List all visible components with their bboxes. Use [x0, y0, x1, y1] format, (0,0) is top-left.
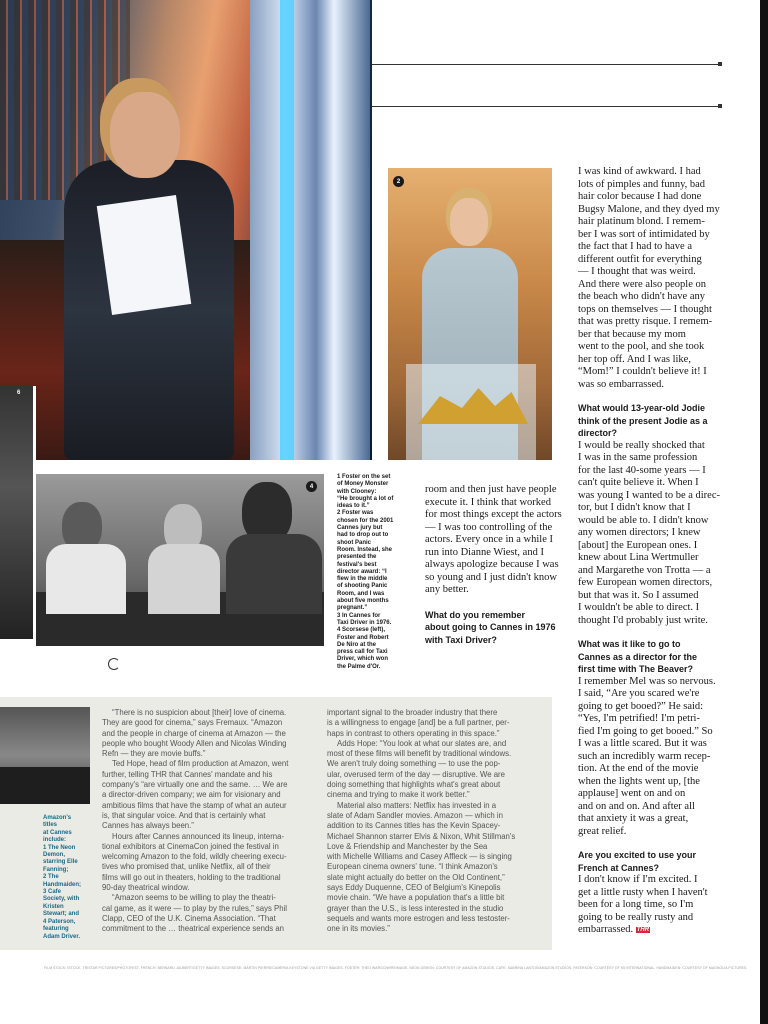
text-line: says Eddy Duquenne, CEO of Belgium's Kinepolis [327, 883, 501, 893]
caption-line: include: [43, 837, 67, 844]
text-line: and on and on. And after all [578, 800, 695, 812]
question [578, 849, 728, 874]
text-line: embarrassed. [578, 924, 634, 935]
photo-number-label: 6 [17, 390, 21, 396]
caption-line: starring Elle [43, 859, 78, 866]
text-line: tor, but I didn't know that I [578, 502, 691, 513]
question-line: Cannes as a director for the [578, 651, 698, 662]
caption-line: featuring [43, 926, 69, 933]
question-line: first time with The Beaver? [578, 664, 694, 674]
text-line: sequels and wants more estrogen and less testoster- [327, 913, 510, 923]
text-line: few European women directors, [578, 577, 713, 588]
text-line: welcoming Amazon to the fold, wildly cheering execu- [102, 852, 287, 862]
caption-line: director award: “I [337, 568, 387, 575]
caption-line: flew in the middle [337, 576, 388, 583]
text-line: is a willingness to engage [and] be a full partner, per- [327, 718, 510, 728]
caption-line: 4 Paterson, [43, 918, 76, 925]
text-line: thought I'd probably just write. [578, 614, 708, 626]
text-line: Michael Shannon starrer Elvis & Nixon, Whit Stillman's [327, 831, 516, 841]
question-line: about going to Cannes in 1976 [425, 622, 556, 632]
caption-line: presented the [337, 554, 377, 561]
figure-head [450, 198, 488, 246]
text-line: doing something that highlights what's great about [327, 780, 501, 790]
text-line: And there were also people on [578, 278, 706, 290]
caption-line: about five months [337, 598, 389, 605]
text-line: any women directors; I knew [578, 527, 701, 538]
text-line: and Margarethe von Trotta — a [578, 564, 711, 576]
caption-line: 2 The [43, 874, 59, 881]
text-line: I remember Mel was so nervous. [578, 675, 716, 687]
text-line: so young and I just didn't know [425, 571, 557, 583]
text-line: They are good for cinema,” says Fremaux. “Amazon [102, 718, 283, 728]
text-line: knew about Lina Wertmuller [578, 552, 699, 563]
text-line: We aren't truly doing something — to use the pop- [327, 759, 501, 769]
caption-line: Handmaiden; [43, 881, 82, 888]
caption-line: chosen for the 2001 [337, 517, 394, 524]
text-line: ambitious films that have the stamp of what an auteur [102, 800, 287, 810]
caption-line: 4 Scorsese (left), [337, 627, 386, 634]
text-line: a director-driven company; we aim for visionary and [102, 790, 281, 800]
text-line: — I thought that was weird. [578, 266, 696, 277]
light-stripe [280, 0, 294, 460]
photo-shadow [0, 767, 90, 804]
caption-line: press call for Taxi [337, 649, 388, 656]
text-line: ber I was sort of intimidated by [578, 228, 710, 240]
caption-line: 2 Foster was [337, 510, 374, 517]
question [578, 638, 728, 676]
text-line: I would be really shocked that [578, 439, 705, 451]
text-line: people who bought Woody Allen and Nicolas Winding [102, 738, 287, 748]
caption-line: Foster and Robert [337, 634, 389, 641]
text-line: can't quite believe it. When I [578, 477, 699, 488]
text-line: European cinema owners' tune. “I think Amazon's [327, 862, 498, 872]
text-line: grayer than the U.S., is less interested in the studio [327, 903, 504, 913]
text-line: Material also matters: Netflix has invested in a [337, 800, 497, 810]
caption-line: 3 Cafe [43, 889, 62, 896]
text-line: cal game, as it were — to play by the rules,” says Phil [102, 903, 288, 913]
caption-line: 3 In Cannes for [337, 612, 381, 619]
text-line: been for a long time, so I'm [578, 899, 694, 910]
text-line: was so embarrassed. [578, 378, 665, 390]
text-line: for the last 40-some years — I [578, 464, 706, 476]
photo-captions [337, 474, 427, 671]
question-line: What was it like to go to [578, 639, 681, 649]
sidebar-column-1 [102, 708, 318, 935]
middle-column-text [425, 484, 570, 646]
question-line: What do you remember [425, 609, 526, 620]
caption-line: Adam Driver. [43, 933, 81, 940]
text-line: Hours after Cannes announced its lineup, interna- [112, 831, 285, 841]
text-line: tops on themselves — I thought [578, 303, 712, 315]
photo-taxi-driver-sliver [0, 386, 36, 639]
sidebar-caption [43, 815, 98, 941]
text-line: Bugsy Malone, and they dyed my [578, 203, 720, 215]
caption-line: Stewart; and [43, 911, 80, 918]
caption-line: at Cannes [43, 829, 72, 836]
right-column-text [578, 166, 728, 937]
photo-amazon-title [0, 707, 90, 804]
text-line: going to get booed?” He said: [578, 700, 704, 712]
answer [578, 874, 728, 937]
text-line: Love & Friendship and Manchester by the Sea [327, 841, 488, 851]
caption-line: titles [43, 822, 58, 829]
text-line: films will go out in theaters, holding to the traditional [102, 872, 281, 882]
text-line: hair color because I had done [578, 191, 702, 202]
text-line: any better. [425, 584, 469, 595]
light-panel [250, 0, 370, 460]
text-line: was young I wanted to be a direc- [578, 489, 720, 501]
caption-line: De Niro at the [337, 641, 377, 648]
text-line: movie chain. “We have a population that's a little bit [327, 893, 505, 903]
sidebar-column-2 [327, 708, 545, 935]
photo-number-badge: 2 [393, 176, 404, 187]
text-line: most of these films will benefit by traditional windows. [327, 749, 512, 759]
answer [578, 676, 728, 839]
text-line: for most things except the actors [425, 509, 562, 520]
text-line: going to be really rusty and [578, 911, 694, 923]
text-line: cinema and trying to make it work better.” [327, 790, 470, 800]
text-line: ber that because my mom [578, 328, 686, 340]
question-line: Are you excited to use your [578, 850, 697, 860]
caption-line: Room. Instead, she [337, 546, 393, 553]
caption-line: Fanning; [43, 866, 69, 873]
page-gutter-edge [760, 0, 768, 1024]
text-line: is, that singular voice. And that is certainly what [102, 810, 266, 820]
caption-line: Taxi Driver in 1976. [337, 619, 392, 626]
question-line: with Taxi Driver? [425, 634, 497, 645]
text-line: tives who promised that, unlike Netflix, all of their [102, 862, 271, 872]
film-curl-ornament [108, 658, 120, 670]
text-line: Cannes has always been.” [102, 821, 194, 831]
text-line: I was in the same profession [578, 452, 698, 463]
decorative-rule [372, 64, 718, 65]
caption-line: Cannes jury but [337, 525, 383, 532]
caption-line: pregnant.” [337, 605, 368, 612]
caption-line: “He brought a lot of [337, 495, 394, 502]
question-line: think of the present Jodie as a [578, 415, 708, 426]
text-line: tion. At the end of the movie [578, 763, 699, 774]
text-line: “Mom!” I couldn't believe it! I [578, 366, 707, 377]
text-line: addition to its Cannes titles has the Kevin Spacey- [327, 821, 501, 831]
text-line-last [578, 924, 728, 937]
figure-shirt [226, 534, 322, 614]
caption-line: shoot Panic [337, 539, 372, 546]
text-line: run into Dianne Wiest, and I [425, 546, 544, 558]
text-line: further, telling THR that Cannes' mandate and his [102, 769, 273, 779]
text-line: such an incredibly warm recep- [578, 750, 711, 762]
text-line: actors. Every once in a while I [425, 534, 553, 545]
text-line: Ted Hope, head of film production at Amazon, went [112, 759, 289, 769]
caption-line: Driver, which won [337, 656, 389, 663]
text-line: company's “are virtually one and the same. … We are [102, 780, 288, 790]
text-line: slate of Adam Sandler movies. Amazon — which in [327, 810, 503, 820]
text-line: hair platinum blond. I remem- [578, 216, 705, 227]
text-line: “There is no suspicion about [their] love of cinema. [112, 708, 287, 717]
text-line: went to the pool, and she took [578, 341, 705, 352]
photo-scorsese-foster-deniro [36, 474, 324, 646]
text-line: important signal to the broader industry that there [327, 708, 498, 717]
question-line: What would 13-year-old Jodie [578, 403, 706, 413]
caption-line: festival's best [337, 561, 377, 568]
text-line: ular, overused term of the day — disruptive. We are [327, 769, 505, 779]
text-line: I was a little scared. But it was [578, 738, 707, 749]
caption-line: had to drop out to [337, 532, 389, 539]
caption-line: the Palme d'Or. [337, 663, 381, 670]
text-line: haps in contrast to others operating in this space.” [327, 728, 500, 738]
caption-line: 1 Foster on the set [337, 474, 391, 480]
caption-line: Kristen [43, 903, 64, 910]
text-line: [about] the European ones. I [578, 539, 698, 551]
photo-foster-on-set [0, 0, 372, 460]
text-line: great relief. [578, 825, 627, 837]
question [425, 609, 570, 647]
text-line: that anxiety it was a great, [578, 813, 689, 824]
text-line: Clapp, CEO of the U.K. Cinema Association. “That [102, 913, 276, 923]
text-line: when the lights went up, [the [578, 775, 700, 787]
text-line: and the people in charge of cinema at Amazon — the [102, 728, 286, 738]
text-line: 90-day theatrical window. [102, 883, 190, 893]
text-line: her top off. And I was like, [578, 353, 691, 365]
text-line: but that was it. So I assumed [578, 589, 699, 601]
text-line: I wouldn't be able to direct. I [578, 602, 700, 613]
caption-line: Amazon's [43, 815, 72, 821]
text-line: Adds Hope: “You look at what our slates are, and [337, 738, 507, 748]
decorative-rule [372, 106, 718, 107]
text-line: “Amazon seems to be willing to play the theatri- [112, 893, 276, 903]
text-line: I don't know if I'm excited. I [578, 874, 698, 885]
caption-line: with Clooney: [337, 488, 377, 495]
text-line: — I was too controlling of the [425, 521, 553, 533]
caption-line: Society, with [43, 896, 80, 903]
text-line: that was pretty risque. I remem- [578, 316, 713, 327]
answer [578, 440, 728, 628]
text-line: commitment to the … theatrical experience sends an [102, 924, 285, 934]
photo-number-badge: 4 [306, 481, 317, 492]
text-line: get a little rusty when I haven't [578, 886, 708, 898]
text-line: the beach who didn't have any [578, 291, 705, 302]
text-line: different outfit for everything [578, 253, 702, 265]
text-line: Refn — they are movie buffs.” [102, 749, 206, 759]
figure-shirt [46, 544, 126, 614]
text-line: slate might actually do better on the Old Continent,” [327, 872, 505, 882]
photo-foster-cannes-2001 [388, 168, 552, 460]
text-line: lots of pimples and funny, bad [578, 178, 706, 190]
text-line: the fact that I had to have a [578, 241, 692, 252]
script-pages [97, 195, 192, 315]
caption-line: of Money Monster [337, 481, 389, 488]
caption-line: Demon, [43, 852, 66, 859]
text-line: tional exhibitors at CinemaCon joined the festival in [102, 841, 279, 851]
text-line: applause] went on and on [578, 788, 686, 799]
text-line: I said, “Are you scared we're [578, 688, 700, 699]
text-line: room and then just have people [425, 484, 557, 495]
caption-line: Room, and I was [337, 590, 385, 597]
caption-line: of shooting Panic [337, 583, 388, 590]
text-line: would be able to. I didn't know [578, 514, 709, 526]
caption-line: ideas to it.” [337, 503, 370, 510]
question-line: French at Cannes? [578, 862, 660, 873]
question [578, 402, 728, 440]
text-line: one in its movies.” [327, 924, 390, 934]
caption-line: 1 The Neon [43, 844, 76, 851]
figure-head [110, 92, 180, 178]
text-line: execute it. I think that worked [425, 496, 551, 508]
photo-credits: FILM STOCK: ISTOCK. TRISTAR PICTURES/PHOTOFEST. FRENCH: BERNARD JAUBERT/GETTY IMAGES. SCORSESE: MARTIN PIERRE/CAMERIA KEYSTONE VIA GETTY IMAGES. FOSTER: THEO WARGO/WIREIMAGE. NEON DEMON: COURTESY OF AMAZON STUDIOS. CAFE: SABRINA LANTOS/AMAZON STUDIOS. PATERSON: COURTESY OF K5 INTERNATIONAL. HANDMAIDEN: COURTESY OF MAGNOLIA PICTURES. [44, 966, 748, 970]
text-line: I was kind of awkward. I had [578, 166, 701, 177]
text-line: with Michelle Williams and Casey Affleck — is singing [327, 852, 512, 862]
question-line: director? [578, 428, 618, 438]
text-line: fied I'm going to get booed.” So [578, 725, 713, 737]
answer [578, 166, 728, 391]
text-line: “Yes, I'm petrified! I'm petri- [578, 713, 700, 724]
figure-shirt [148, 544, 220, 614]
thr-end-mark: THR [636, 927, 650, 933]
text-line: always apologize because I was [425, 559, 559, 570]
